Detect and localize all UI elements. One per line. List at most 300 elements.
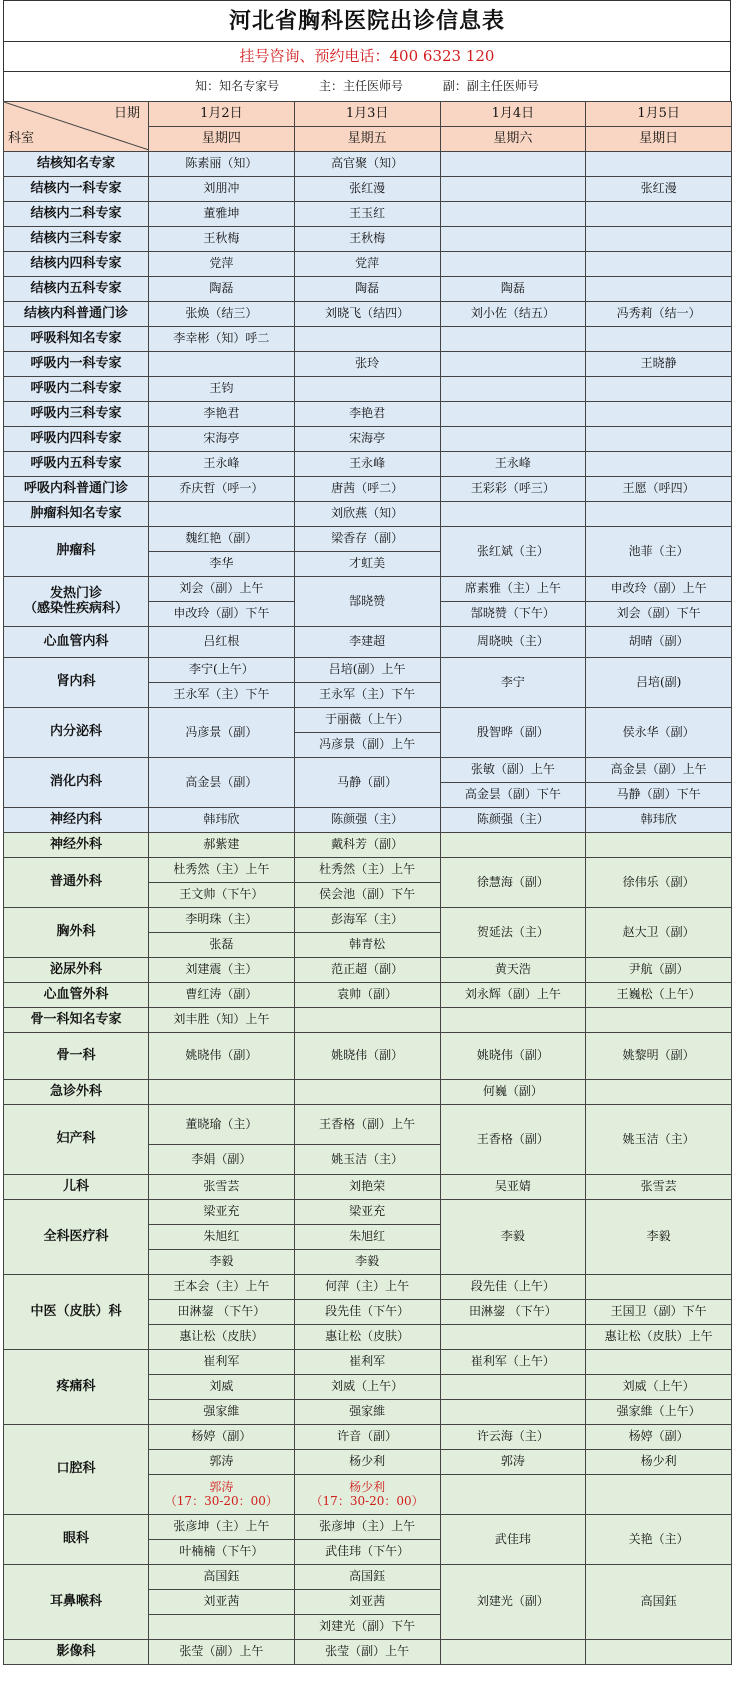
doctor-cell: 吴亚婧 [440,1175,586,1200]
doctor-cell: 张红斌（主） [440,527,586,577]
weekday-header: 星期六 [440,127,586,152]
doctor-cell: 许云海（主） [440,1425,586,1450]
doctor-cell: 张莹（副）上午 [149,1640,295,1665]
weekday-header: 星期五 [294,127,440,152]
dept-name: 骨一科 [4,1033,149,1080]
doctor-cell: 韩玮欣 [149,808,295,833]
table-row [4,1565,732,1590]
doctor-cell [440,327,586,352]
doctor-cell [440,202,586,227]
doctor-cell: 惠让松（皮肤）上午 [586,1325,732,1350]
doctor-cell [149,352,295,377]
clinic-hours: （17：30-20：00） [164,1493,278,1508]
doctor-cell: 王巍松（上午） [586,983,732,1008]
dept-name: 疼痛科 [4,1350,149,1425]
doctor-cell: 戴科芳（副） [294,833,440,858]
doctor-cell: 范正超（副） [294,958,440,983]
doctor-cell: 党萍 [149,252,295,277]
doctor-cell: 何巍（副） [440,1080,586,1105]
doctor-cell: 杨少利 [294,1450,440,1475]
doctor-cell: 朱旭红 [294,1225,440,1250]
doctor-cell: 王香格（副）上午 [294,1105,440,1145]
table-row [4,1008,732,1033]
doctor-cell: 刘建震（主） [149,958,295,983]
doctor-cell: 于丽薇（上午） [294,708,440,733]
doctor-cell [149,1615,295,1640]
doctor-cell [586,327,732,352]
dept-name: 急诊外科 [4,1080,149,1105]
date-header: 1月4日 [440,102,586,127]
dept-name: 神经外科 [4,833,149,858]
doctor-cell: 尹航（副） [586,958,732,983]
doctor-cell: 刘建光（副）下午 [294,1615,440,1640]
doctor-cell: 陶磊 [149,277,295,302]
dept-name: 肿瘤科知名专家 [4,502,149,527]
doctor-cell: 韩玮欣 [586,808,732,833]
doctor-cell: 李毅 [440,1200,586,1275]
table-row [4,1080,732,1105]
doctor-cell: 刘会（副）上午 [149,577,295,602]
doctor-cell: 高国鈺 [149,1565,295,1590]
doctor-cell: 李宁(上午） [149,658,295,683]
doctor-cell: 郝紫建 [149,833,295,858]
doctor-cell: 刘亚茜 [149,1590,295,1615]
doctor-cell [586,1350,732,1375]
doctor-cell: 崔利军（上午） [440,1350,586,1375]
table-row [4,177,732,202]
doctor-cell: 赵大卫（副） [586,908,732,958]
doctor-cell: 武佳玮 [440,1515,586,1565]
doctor-cell: 姚晓伟（副） [149,1033,295,1080]
dept-name: 呼吸内五科专家 [4,452,149,477]
dept-name: 结核内科普通门诊 [4,302,149,327]
doctor-cell: 李艳君 [149,402,295,427]
doctor-cell: 周晓映（主） [440,627,586,658]
doctor-cell: 武佳玮（下午） [294,1540,440,1565]
doctor-cell: 杜秀然（主）上午 [294,858,440,883]
doctor-cell: 王国卫（副）下午 [586,1300,732,1325]
table-row [4,1425,732,1450]
doctor-cell: 刘艳荣 [294,1175,440,1200]
table-row [4,1350,732,1375]
doctor-cell: 郜晓赞（下午） [440,602,586,627]
dept-name: 心血管外科 [4,983,149,1008]
doctor-cell: 惠让松（皮肤） [294,1325,440,1350]
doctor-cell: 田淋鋆 （下午） [440,1300,586,1325]
table-row [4,627,732,658]
doctor-cell: 冯彦景（副）上午 [294,733,440,758]
doctor-cell: 张莹（副）上午 [294,1640,440,1665]
doctor-cell [440,427,586,452]
doctor-cell: 宋海亭 [149,427,295,452]
table-row [4,202,732,227]
doctor-cell: 张玲 [294,352,440,377]
doctor-cell [440,1400,586,1425]
doctor-cell: 张焕（结三） [149,302,295,327]
doctor-cell: 吕培(副）上午 [294,658,440,683]
schedule-sheet [3,0,731,1665]
doctor-cell: 刘威（上午） [586,1375,732,1400]
doctor-cell: 刘亚茜 [294,1590,440,1615]
schedule-table [3,101,732,1665]
doctor-cell [440,352,586,377]
dept-name-sub: （感染性疾病科） [23,600,128,616]
doctor-cell: 陈颜强（主） [440,808,586,833]
table-row [4,708,732,733]
doctor-cell: 李宁 [440,658,586,708]
doctor-cell: 李毅 [149,1250,295,1275]
table-row [4,983,732,1008]
doctor-cell [440,252,586,277]
doctor-cell [586,427,732,452]
doctor-cell: 魏红艳（副） [149,527,295,552]
doctor-cell: 强家維 [149,1400,295,1425]
doctor-cell: 杨少利 [586,1450,732,1475]
doctor-cell: 梁亚充 [294,1200,440,1225]
doctor-cell: 郭涛 [440,1450,586,1475]
doctor-cell: 张磊 [149,933,295,958]
doctor-name: 杨少利 [349,1479,386,1494]
doctor-cell: 刘建光（副） [440,1565,586,1640]
dept-name: 结核内三科专家 [4,227,149,252]
doctor-cell: 郜晓赞 [294,577,440,627]
dept-name: 呼吸内二科专家 [4,377,149,402]
dept-name: 内分泌科 [4,708,149,758]
table-row [4,427,732,452]
doctor-cell: 刘晓飞（结四） [294,302,440,327]
doctor-cell: 王彩彩（呼三） [440,477,586,502]
doctor-cell: 吕红根 [149,627,295,658]
weekday-header: 星期四 [149,127,295,152]
table-row [4,277,732,302]
doctor-cell: 郭涛 [149,1450,295,1475]
doctor-cell: 王玉红 [294,202,440,227]
table-row [4,302,732,327]
table-row [4,1515,732,1540]
doctor-cell [586,202,732,227]
table-row [4,1105,732,1145]
doctor-cell: 唐茜（呼二） [294,477,440,502]
table-row [4,452,732,477]
table-row [4,908,732,933]
date-header: 1月2日 [149,102,295,127]
doctor-cell: 彭海军（主） [294,908,440,933]
doctor-cell: 刘丰胜（知）上午 [149,1008,295,1033]
doctor-cell: 陶磊 [440,277,586,302]
doctor-cell: 黄天浩 [440,958,586,983]
doctor-cell [440,177,586,202]
doctor-cell: 姚玉洁（主） [294,1145,440,1175]
weekday-header: 星期日 [586,127,732,152]
dept-name: 神经内科 [4,808,149,833]
doctor-cell [586,1080,732,1105]
dept-name: 妇产科 [4,1105,149,1175]
doctor-cell [440,227,586,252]
table-row [4,858,732,883]
doctor-cell [440,1008,586,1033]
dept-name: 结核内一科专家 [4,177,149,202]
dept-name: 心血管内科 [4,627,149,658]
doctor-cell [586,227,732,252]
doctor-cell: 刘朋冲 [149,177,295,202]
doctor-cell: 高官聚（知） [294,152,440,177]
doctor-cell: 李明珠（主） [149,908,295,933]
doctor-cell: 高金昙（副） [149,758,295,808]
dept-name: 全科医疗科 [4,1200,149,1275]
doctor-cell: 姚玉洁（主） [586,1105,732,1175]
doctor-cell: 张红漫 [586,177,732,202]
doctor-cell: 李毅 [294,1250,440,1275]
doctor-cell: 刘威 [149,1375,295,1400]
doctor-cell: 冯彦景（副） [149,708,295,758]
dept-name: 结核内二科专家 [4,202,149,227]
doctor-cell: 关艳（主） [586,1515,732,1565]
doctor-cell: 刘永辉（副）上午 [440,983,586,1008]
table-row [4,377,732,402]
doctor-cell: 梁亚充 [149,1200,295,1225]
doctor-cell: 张彦坤（主）上午 [149,1515,295,1540]
doctor-cell: 冯秀莉（结一） [586,302,732,327]
doctor-cell: 刘小佐（结五） [440,302,586,327]
doctor-cell: 王永军（主）下午 [149,683,295,708]
dept-name: 胸外科 [4,908,149,958]
doctor-cell: 李幸彬（知）呼二 [149,327,295,352]
dept-name: 泌尿外科 [4,958,149,983]
doctor-cell: 李娟（副） [149,1145,295,1175]
table-row [4,758,732,783]
doctor-cell: 王晓静 [586,352,732,377]
date-header: 1月3日 [294,102,440,127]
doctor-cell: 高国鈺 [586,1565,732,1640]
doctor-cell [586,1008,732,1033]
table-row [4,227,732,252]
doctor-cell: 王文帅（下午） [149,883,295,908]
doctor-cell [440,152,586,177]
doctor-cell: 张雪芸 [149,1175,295,1200]
doctor-cell: 党萍 [294,252,440,277]
doctor-cell: 曹红涛（副） [149,983,295,1008]
doctor-cell [586,1640,732,1665]
doctor-cell: 席素雅（主）上午 [440,577,586,602]
doctor-cell [586,1475,732,1515]
doctor-cell [586,452,732,477]
doctor-cell: 马静（副） [294,758,440,808]
doctor-cell [294,327,440,352]
dept-name: 肿瘤科 [4,527,149,577]
dept-name: 呼吸内四科专家 [4,427,149,452]
dept-name: 儿科 [4,1175,149,1200]
table-row [4,327,732,352]
dept-name: 普通外科 [4,858,149,908]
doctor-cell: 申改玲（副）上午 [586,577,732,602]
page-title: 河北省胸科医院出诊信息表 [3,0,731,41]
doctor-cell: 陶磊 [294,277,440,302]
doctor-cell [440,1375,586,1400]
doctor-cell: 徐伟乐（副） [586,858,732,908]
doctor-cell: 强家維（上午） [586,1400,732,1425]
clinic-hours: （17：30-20：00） [310,1493,424,1508]
doctor-cell: 姚晓伟（副） [440,1033,586,1080]
date-header: 1月5日 [586,102,732,127]
doctor-cell: 申改玲（副）下午 [149,602,295,627]
table-row [4,833,732,858]
doctor-cell: 王香格（副） [440,1105,586,1175]
doctor-cell: 李毅 [586,1200,732,1275]
doctor-cell: 高国鈺 [294,1565,440,1590]
doctor-cell: 杜秀然（主）上午 [149,858,295,883]
table-row [4,1033,732,1080]
legend-item-famous: 知：知名专家号 [195,79,280,93]
doctor-cell: 强家維 [294,1400,440,1425]
doctor-cell: 王永军（主）下午 [294,683,440,708]
doctor-cell: 董雅坤 [149,202,295,227]
dept-name: 呼吸科知名专家 [4,327,149,352]
dept-name: 呼吸内科普通门诊 [4,477,149,502]
doctor-cell: 吕培(副) [586,658,732,708]
table-row [4,527,732,552]
doctor-cell: 贺延法（主） [440,908,586,958]
date-label: 日期 [113,106,140,121]
table-row [4,1200,732,1225]
doctor-cell: 韩青松 [294,933,440,958]
doctor-cell: 张敏（副）上午 [440,758,586,783]
doctor-cell [294,1008,440,1033]
legend-item-deputy: 副：副主任医师号 [442,79,539,93]
doctor-cell: 李建超 [294,627,440,658]
dept-name: 口腔科 [4,1425,149,1515]
doctor-cell [586,377,732,402]
doctor-cell: 何萍（主）上午 [294,1275,440,1300]
doctor-cell [586,833,732,858]
doctor-cell: 王秋梅 [294,227,440,252]
dept-name: 结核内五科专家 [4,277,149,302]
dept-name: 结核知名专家 [4,152,149,177]
doctor-cell: 张彦坤（主）上午 [294,1515,440,1540]
doctor-cell: 刘威（上午） [294,1375,440,1400]
dept-label: 科室 [8,131,35,147]
dept-name: 眼科 [4,1515,149,1565]
doctor-cell: 王愿（呼四） [586,477,732,502]
dept-name [4,577,149,627]
doctor-cell: 胡晴（副） [586,627,732,658]
doctor-cell [440,1640,586,1665]
dept-name: 消化内科 [4,758,149,808]
doctor-cell [586,277,732,302]
dept-name: 肾内科 [4,658,149,708]
doctor-cell: 杨婷（副） [149,1425,295,1450]
doctor-cell: 王钧 [149,377,295,402]
doctor-cell [440,1475,586,1515]
doctor-cell: 张红漫 [294,177,440,202]
doctor-cell: 高金昙（副）下午 [440,783,586,808]
doctor-cell: 马静（副）下午 [586,783,732,808]
doctor-cell: 王永峰 [440,452,586,477]
legend-item-chief: 主：主任医师号 [318,79,403,93]
dept-name: 结核内四科专家 [4,252,149,277]
dept-name-line: 发热门诊 [49,585,102,601]
doctor-cell: 董晓瑜（主） [149,1105,295,1145]
doctor-cell: 段先佳（下午） [294,1300,440,1325]
evening-clinic-cell [294,1475,440,1515]
evening-clinic-cell [149,1475,295,1515]
corner-header [4,102,149,152]
doctor-cell: 梁香存（副） [294,527,440,552]
doctor-cell: 杨婷（副） [586,1425,732,1450]
table-row [4,1640,732,1665]
dept-name: 骨一科知名专家 [4,1008,149,1033]
table-row [4,1275,732,1300]
doctor-cell: 陈素丽（知） [149,152,295,177]
booking-phone: 挂号咨询、预约电话：400 6323 120 [3,41,731,71]
doctor-cell: 张雪芸 [586,1175,732,1200]
doctor-cell [149,1080,295,1105]
table-row [4,402,732,427]
doctor-cell: 侯永华（副） [586,708,732,758]
doctor-cell: 田淋鋆 （下午） [149,1300,295,1325]
table-row [4,477,732,502]
dept-name: 呼吸内三科专家 [4,402,149,427]
doctor-cell: 王永峰 [149,452,295,477]
doctor-cell: 袁帅（副） [294,983,440,1008]
doctor-cell: 姚黎明（副） [586,1033,732,1080]
dept-name: 呼吸内一科专家 [4,352,149,377]
doctor-cell [586,402,732,427]
dept-name: 中医（皮肤）科 [4,1275,149,1350]
doctor-cell: 王秋梅 [149,227,295,252]
doctor-cell: 叶楠楠（下午） [149,1540,295,1565]
doctor-cell [294,377,440,402]
doctor-cell [440,833,586,858]
doctor-cell: 乔庆哲（呼一） [149,477,295,502]
doctor-cell: 崔利军 [149,1350,295,1375]
doctor-cell [294,1080,440,1105]
doctor-cell [586,502,732,527]
doctor-cell: 惠让松（皮肤） [149,1325,295,1350]
table-row [4,577,732,602]
doctor-cell: 王永峰 [294,452,440,477]
doctor-cell: 侯会池（副）下午 [294,883,440,908]
table-row [4,958,732,983]
doctor-cell: 李艳君 [294,402,440,427]
doctor-cell: 才虹美 [294,552,440,577]
table-row [4,252,732,277]
doctor-cell: 许音（副） [294,1425,440,1450]
table-row [4,1175,732,1200]
doctor-cell: 殷智晔（副） [440,708,586,758]
doctor-cell [440,402,586,427]
doctor-cell: 刘欣燕（知） [294,502,440,527]
table-row [4,152,732,177]
table-row [4,352,732,377]
doctor-cell: 徐慧海（副） [440,858,586,908]
doctor-cell [440,502,586,527]
legend [3,71,731,101]
table-row [4,502,732,527]
doctor-cell [586,1275,732,1300]
doctor-cell: 崔利军 [294,1350,440,1375]
doctor-cell [149,502,295,527]
table-row [4,658,732,683]
doctor-cell: 陈颜强（主） [294,808,440,833]
doctor-name: 郭涛 [209,1479,234,1494]
doctor-cell: 李华 [149,552,295,577]
dept-name: 耳鼻喉科 [4,1565,149,1640]
doctor-cell: 王本会（主）上午 [149,1275,295,1300]
doctor-cell: 宋海亭 [294,427,440,452]
doctor-cell [440,1325,586,1350]
doctor-cell: 朱旭红 [149,1225,295,1250]
doctor-cell: 高金昙（副）上午 [586,758,732,783]
